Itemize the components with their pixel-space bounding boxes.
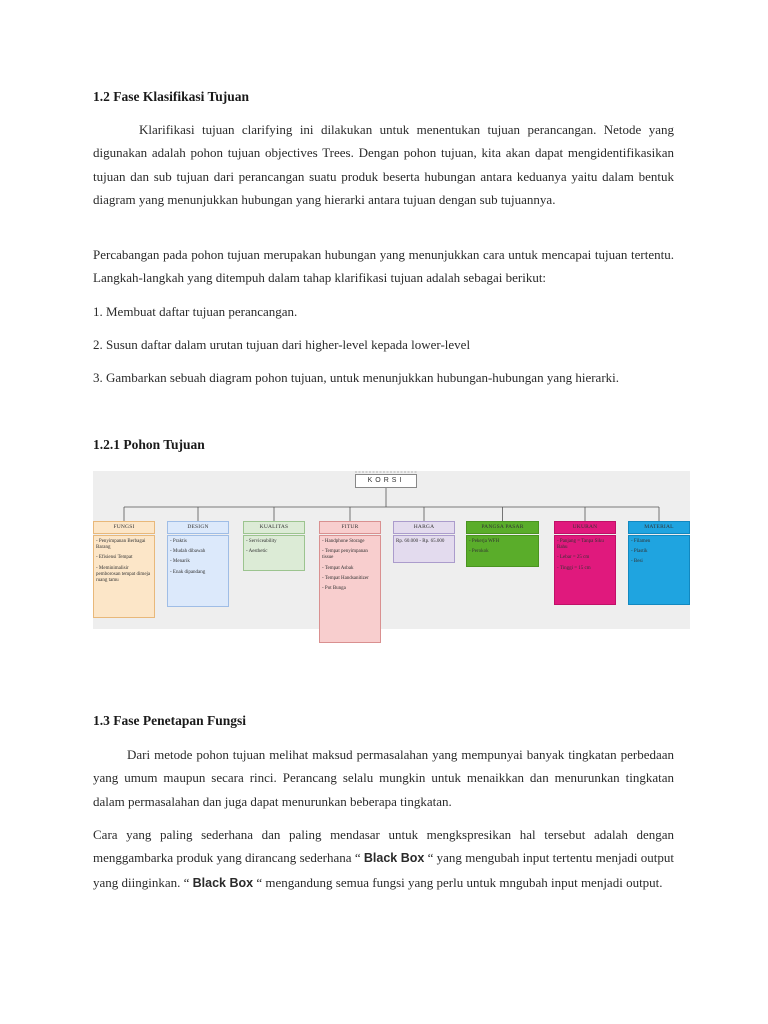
branch-items-design: [167, 535, 229, 607]
branch-items-pangsa-pasar: [466, 535, 539, 567]
paragraph-black-box-part-a: Cara yang paling sederhana dan paling mendasar untuk mengkspresikan hal tersebut adalah dengan menggambarka produk yang dirancang sederhana “: [93, 827, 674, 866]
branch-item: - Panjang = Tanpa Siku Bahu: [557, 539, 604, 551]
paragraph-klarifikasi: Klarifikasi tujuan clarifying ini dilakukan untuk menentukan tujuan perancangan. Netode yang digunakan adalah pohon tujuan objectives Trees. Dengan pohon tujuan, kita akan dapat mengidentifikasikan tujuan dan sub tujuan dari perancangan suatu produk beserta hubungan antara keduanya yaitu dalam bentuk diagram yang menunjukkan hubungan yang hierarki antara tujuan dengan sub tujuannya.: [93, 122, 674, 207]
branch-item: - Efisiensi Tempat: [96, 555, 133, 561]
branch-header-pangsa-pasar: PANGSA PASAR: [466, 521, 539, 534]
branch-items-material: [628, 535, 690, 605]
branch-item: - Perokok: [469, 549, 489, 555]
section-heading-1-2: 1.2 Fase Klasifikasi Tujuan: [93, 89, 250, 104]
branch-item: - Menarik: [170, 559, 190, 565]
branch-item: - Meminimalisir pemborosan tempat dimeja ruang tamu: [96, 565, 151, 584]
paragraph-black-box-part-b: “ yang mengubah input tertentu menjadi output yang diinginkan. “: [93, 850, 674, 890]
branch-items-ukuran: [554, 535, 616, 605]
step-item-1: 1. Membuat daftar tujuan perancangan.: [93, 304, 298, 319]
objective-tree-diagram: [93, 471, 690, 629]
branch-item: - Filamen: [631, 539, 651, 544]
branch-item: - Tinggi = 15 cm: [557, 565, 591, 571]
paragraph-metode: Dari metode pohon tujuan melihat maksud permasalahan yang mempunyai banyak tingkatan perbedaan yang umum maupun secara rinci. Perancang selalu mungkin untuk menaikkan dan menurunkan tingkatan dalam permasalahan dan juga dapat menurunkan beberapa tingkatan.: [93, 747, 674, 809]
branch-item: - Pot Bunga: [322, 586, 346, 592]
branch-item: Rp. 60.000 - Rp. 65.000: [396, 539, 445, 544]
branch-items-fungsi: [93, 535, 155, 618]
branch-item: - Tempat Handsanitizer: [322, 575, 369, 581]
paragraph-percabangan: Percabangan pada pohon tujuan merupakan hubungan yang menunjukkan cara untuk mencapai tujuan tertentu. Langkah-langkah yang ditempuh dalam tahap klarifikasi tujuan adalah sebagai berikut:: [93, 247, 674, 286]
branch-header-harga: HARGA: [393, 521, 455, 534]
branch-item: - Enak dipandang: [170, 569, 206, 575]
branch-items-kualitas: [243, 535, 305, 571]
branch-item: - Serviceability: [246, 539, 277, 544]
branch-items-fitur: [319, 535, 381, 643]
section-heading-1-2-1: 1.2.1 Pohon Tujuan: [93, 437, 205, 452]
paragraph-black-box: [93, 823, 674, 895]
step-item-2: 2. Susun daftar dalam urutan tujuan dari higher-level kepada lower-level: [93, 337, 471, 352]
branch-header-ukuran: UKURAN: [554, 521, 616, 534]
branch-item: - Aesthetic: [246, 549, 268, 555]
black-box-term-2: Black Box: [192, 875, 254, 890]
branch-item: - Mudah dibawah: [170, 549, 206, 555]
branch-item: - Tempat penyimpanan tissue: [322, 549, 368, 561]
branch-header-design: DESIGN: [167, 521, 229, 534]
branch-header-kualitas: KUALITAS: [243, 521, 305, 534]
branch-items-harga: [393, 535, 455, 563]
branch-item: - Besi: [631, 559, 643, 565]
branch-header-fitur: FITUR: [319, 521, 381, 534]
tree-root-node: KORSI: [355, 474, 417, 488]
branch-item: - Pekerja WFH: [469, 539, 500, 544]
black-box-term: Black Box: [363, 851, 425, 866]
step-item-3: 3. Gambarkan sebuah diagram pohon tujuan, untuk menunjukkan hubungan-hubungan yang hierarki.: [93, 370, 620, 385]
branch-header-fungsi: FUNGSI: [93, 521, 155, 534]
paragraph-black-box-part-c: “ mengandung semua fungsi yang perlu untuk mngubah input menjadi output.: [253, 874, 663, 890]
branch-header-material: MATERIAL: [628, 521, 690, 534]
branch-item: - Penyimpanan Berbagai Barang: [96, 539, 146, 551]
section-heading-1-3: 1.3 Fase Penetapan Fungsi: [93, 713, 247, 728]
branch-item: - Handphone Storage: [322, 539, 365, 544]
branch-item: - Plastik: [631, 549, 648, 555]
branch-item: - Lebar = 25 cm: [557, 555, 590, 561]
branch-item: - Tempat Asbak: [322, 565, 354, 571]
branch-item: - Praktis: [170, 539, 187, 544]
